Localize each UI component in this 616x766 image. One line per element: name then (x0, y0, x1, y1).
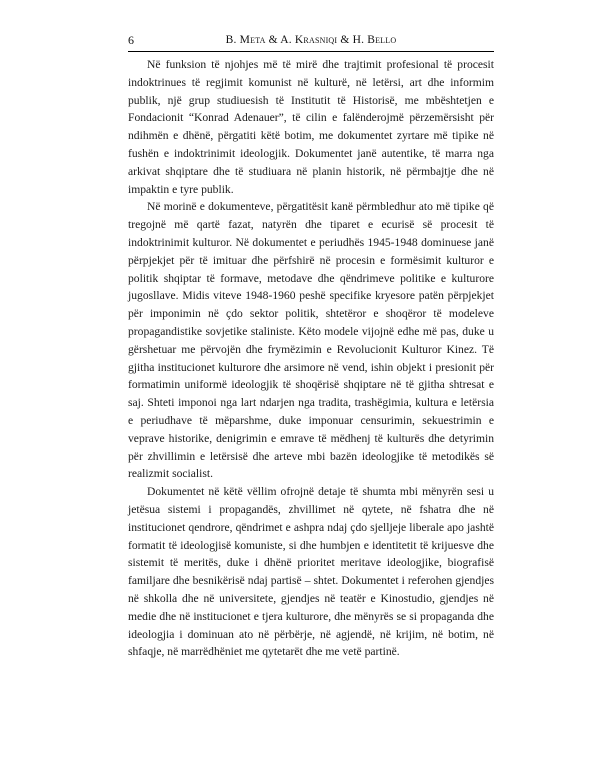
running-head: B. Meta & A. Krasniqi & H. Bello (225, 34, 397, 46)
page-header (128, 33, 494, 52)
page-number: 6 (128, 33, 134, 47)
body-text (128, 56, 494, 661)
paragraph-2: Në morinë e dokumenteve, përgatitësit kanë përmbledhur ato më tipike që tregojnë më qartë fazat, natyrën dhe tiparet e ecurisë së procesit të indoktrinimit kulturor. Në dokumentet e periudhës 1945-1948 dominuese janë përpjekjet për të imituar dhe përfshirë në procesin e formësimit kulturor e politik shqiptar të formave, metodave dhe qëndrimeve politike e kulturore jugosllave. Midis viteve 1948-1960 peshë specifike kryesore patën përpjekjet për imponimin në çdo sektor politik, shtetëror e shoqëror të modeleve propagandistike sovjetike staliniste. Këto modele vijojnë edhe më pas, duke u gërshetuar me përvojën dhe frymëzimin e Revolucionit Kulturor Kinez. Të gjitha institucionet kulturore dhe arsimore në vend, ishin objekt i presionit për formatimin uniformë ideologjik të shoqërisë shqiptare në të gjitha shtresat e saj. Shteti imponoi nga lart ndarjen nga tradita, trashëgimia, kultura e letërsia e periudhave të mëparshme, duke imponuar censurimin, sekuestrimin e veprave historike, denigrimin e emrave të mëdhenj të kulturës dhe detyrimin për zhvillimin e letërsisë dhe arteve mbi bazën ideologjike të metodikës së realizmit socialist. (128, 200, 494, 481)
paragraph-1: Në funksion të njohjes më të mirë dhe trajtimit profesional të procesit indoktrinues të regjimit komunist në kulturë, në letërsi, art dhe informim publik, një grup studiuesish të Institutit të Historisë, me mbështetjen e Fondacionit “Konrad Adenauer”, të cilin e falënderojmë përzemërsisht për ndihmën e dhënë, përgatiti këtë botim, me dokumentet zyrtare më tipike në fushën e indoktrinimit ideologjik. Dokumentet janë autentike, të marra nga arkivat shqiptare dhe të studiuara në planin historik, në përmbajtje dhe në impaktin e tyre publik. (128, 58, 494, 196)
paragraph-3: Dokumentet në këtë vëllim ofrojnë detaje të shumta mbi mënyrën sesi u jetësua sistemi i propagandës, zhvillimet në qytete, në fshatra dhe në institucionet qendrore, qëndrimet e ashpra ndaj çdo sjelljeje liberale apo jashtë formatit të ideologjisë komuniste, si dhe humbjen e identitetit të krijuesve dhe sistemit të meritës, duke i dhënë prioritet meritave ideologjike, biografisë familjare dhe besnikërisë ndaj partisë – shtet. Dokumentet i referohen gjendjes në shkolla dhe në universitete, gjendjes në teatër e Kinostudio, gjendjes në medie dhe në institucionet e tjera kulturore, dhe mënyrës se si propaganda dhe ideologjia i dominuan ato në përbërje, në agjendë, në krijim, në botim, në shfaqje, në marrëdhëniet me qytetarët dhe me vetë partinë. (128, 485, 494, 659)
